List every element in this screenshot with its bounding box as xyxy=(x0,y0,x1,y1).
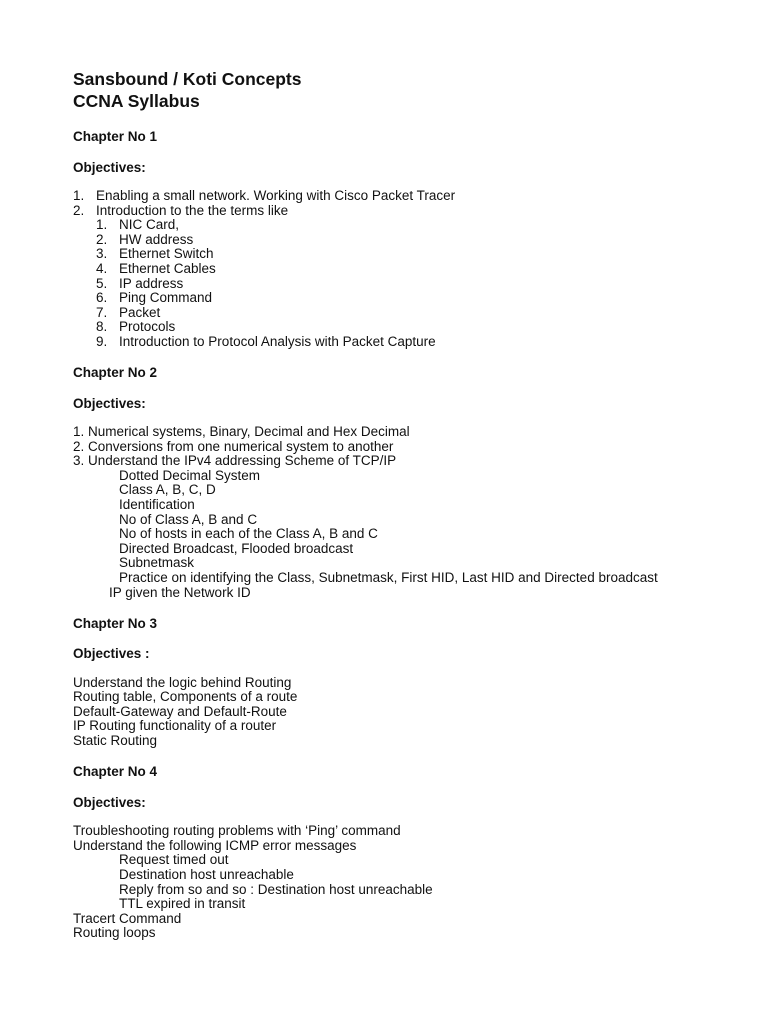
sub-list-item xyxy=(73,291,753,306)
spacer xyxy=(73,810,753,825)
list-text: Ping Command xyxy=(119,290,213,306)
sub-list-item xyxy=(73,247,753,262)
list-number: 6. xyxy=(96,290,108,306)
spacer xyxy=(73,661,753,676)
sub-list-item: Subnetmask xyxy=(119,555,195,571)
list-item: Routing loops xyxy=(73,925,156,941)
sub-list-item: Reply from so and so : Destination host unreachable xyxy=(119,881,433,897)
list-number: 1. xyxy=(96,217,108,233)
sub-list-item: No of hosts in each of the Class A, B and C xyxy=(119,526,378,542)
chapter-3 xyxy=(73,616,753,749)
sub-list-item: Identification xyxy=(119,497,195,512)
list-item xyxy=(73,189,753,204)
spacer xyxy=(73,380,753,396)
list-item: Troubleshooting routing problems with ‘Ping’ command xyxy=(73,823,401,839)
chapter-heading: Chapter No 3 xyxy=(73,615,158,631)
list-text: Packet xyxy=(119,304,161,320)
list-text: Ethernet Cables xyxy=(119,260,216,276)
spacer xyxy=(73,749,753,765)
sub-list-item: Practice on identifying the Class, Subnetmask, First HID, Last HID and Directed broadcast xyxy=(119,569,658,585)
chapter-2 xyxy=(73,365,753,600)
list-number: 2. xyxy=(73,202,85,218)
chapter-1 xyxy=(73,129,753,350)
document-page xyxy=(73,68,753,941)
list-item: Understand the logic behind Routing xyxy=(73,674,292,690)
sub-list-item xyxy=(73,218,753,233)
list-item: 2. Conversions from one numerical system to another xyxy=(73,438,394,454)
list-number: 4. xyxy=(96,260,108,276)
sub-list-item: Dotted Decimal System xyxy=(119,467,261,483)
spacer xyxy=(73,175,753,190)
list-text: Introduction to Protocol Analysis with Packet Capture xyxy=(119,333,436,349)
objectives-label: Objectives: xyxy=(73,159,146,175)
list-text: Protocols xyxy=(119,319,176,335)
document-title-line2: CCNA Syllabus xyxy=(73,91,200,111)
list-number: 9. xyxy=(96,333,108,349)
list-item: Understand the following ICMP error messages xyxy=(73,837,357,853)
list-item: Tracert Command xyxy=(73,910,182,926)
list-number: 1. xyxy=(73,188,85,203)
sub-list-item: Directed Broadcast, Flooded broadcast xyxy=(119,540,354,556)
chapter-4 xyxy=(73,764,753,941)
list-text: IP address xyxy=(119,275,184,291)
spacer xyxy=(73,631,753,647)
list-item: Static Routing xyxy=(73,733,158,749)
spacer xyxy=(73,112,753,129)
sub-list-item xyxy=(73,335,753,350)
sub-list-item: Request timed out xyxy=(119,852,229,868)
sub-list-item: Class A, B, C, D xyxy=(119,482,216,498)
sub-list-item: TTL expired in transit xyxy=(119,896,246,912)
sub-list-item xyxy=(73,262,753,277)
list-number: 5. xyxy=(96,275,108,291)
list-number: 3. xyxy=(96,246,108,262)
spacer xyxy=(73,600,753,616)
list-number: 8. xyxy=(96,319,108,335)
chapter-heading: Chapter No 2 xyxy=(73,365,158,381)
chapter-heading: Chapter No 1 xyxy=(73,129,158,144)
spacer xyxy=(73,350,753,366)
sub-list-item: No of Class A, B and C xyxy=(119,511,258,527)
list-text: HW address xyxy=(119,231,194,247)
list-item: IP Routing functionality of a router xyxy=(73,718,277,734)
sub-list-item: Destination host unreachable xyxy=(119,866,294,882)
objectives-label: Objectives: xyxy=(73,395,146,411)
list-text: Enabling a small network. Working with Cisco Packet Tracer xyxy=(96,188,456,203)
list-number: 2. xyxy=(96,231,108,247)
list-item xyxy=(73,204,753,219)
sub-list-continuation: IP given the Network ID xyxy=(109,584,251,600)
list-item: Routing table, Components of a route xyxy=(73,689,298,705)
list-text: Ethernet Switch xyxy=(119,246,214,262)
chapter-heading: Chapter No 4 xyxy=(73,764,158,780)
sub-list-item xyxy=(73,320,753,335)
sub-list-item xyxy=(73,277,753,292)
spacer xyxy=(73,411,753,426)
spacer xyxy=(73,779,753,795)
objectives-label: Objectives : xyxy=(73,646,150,662)
sub-list-item xyxy=(73,233,753,248)
sub-list-item xyxy=(73,306,753,321)
list-item: Default-Gateway and Default-Route xyxy=(73,703,287,719)
list-text: Introduction to the the terms like xyxy=(96,202,289,218)
spacer xyxy=(73,144,753,160)
list-number: 7. xyxy=(96,304,108,320)
list-item: 1. Numerical systems, Binary, Decimal and Hex Decimal xyxy=(73,424,410,440)
list-item: 3. Understand the IPv4 addressing Scheme of TCP/IP xyxy=(73,453,397,469)
list-text: NIC Card, xyxy=(119,217,180,233)
document-title-line1: Sansbound / Koti Concepts xyxy=(73,69,302,89)
objectives-label: Objectives: xyxy=(73,794,146,810)
